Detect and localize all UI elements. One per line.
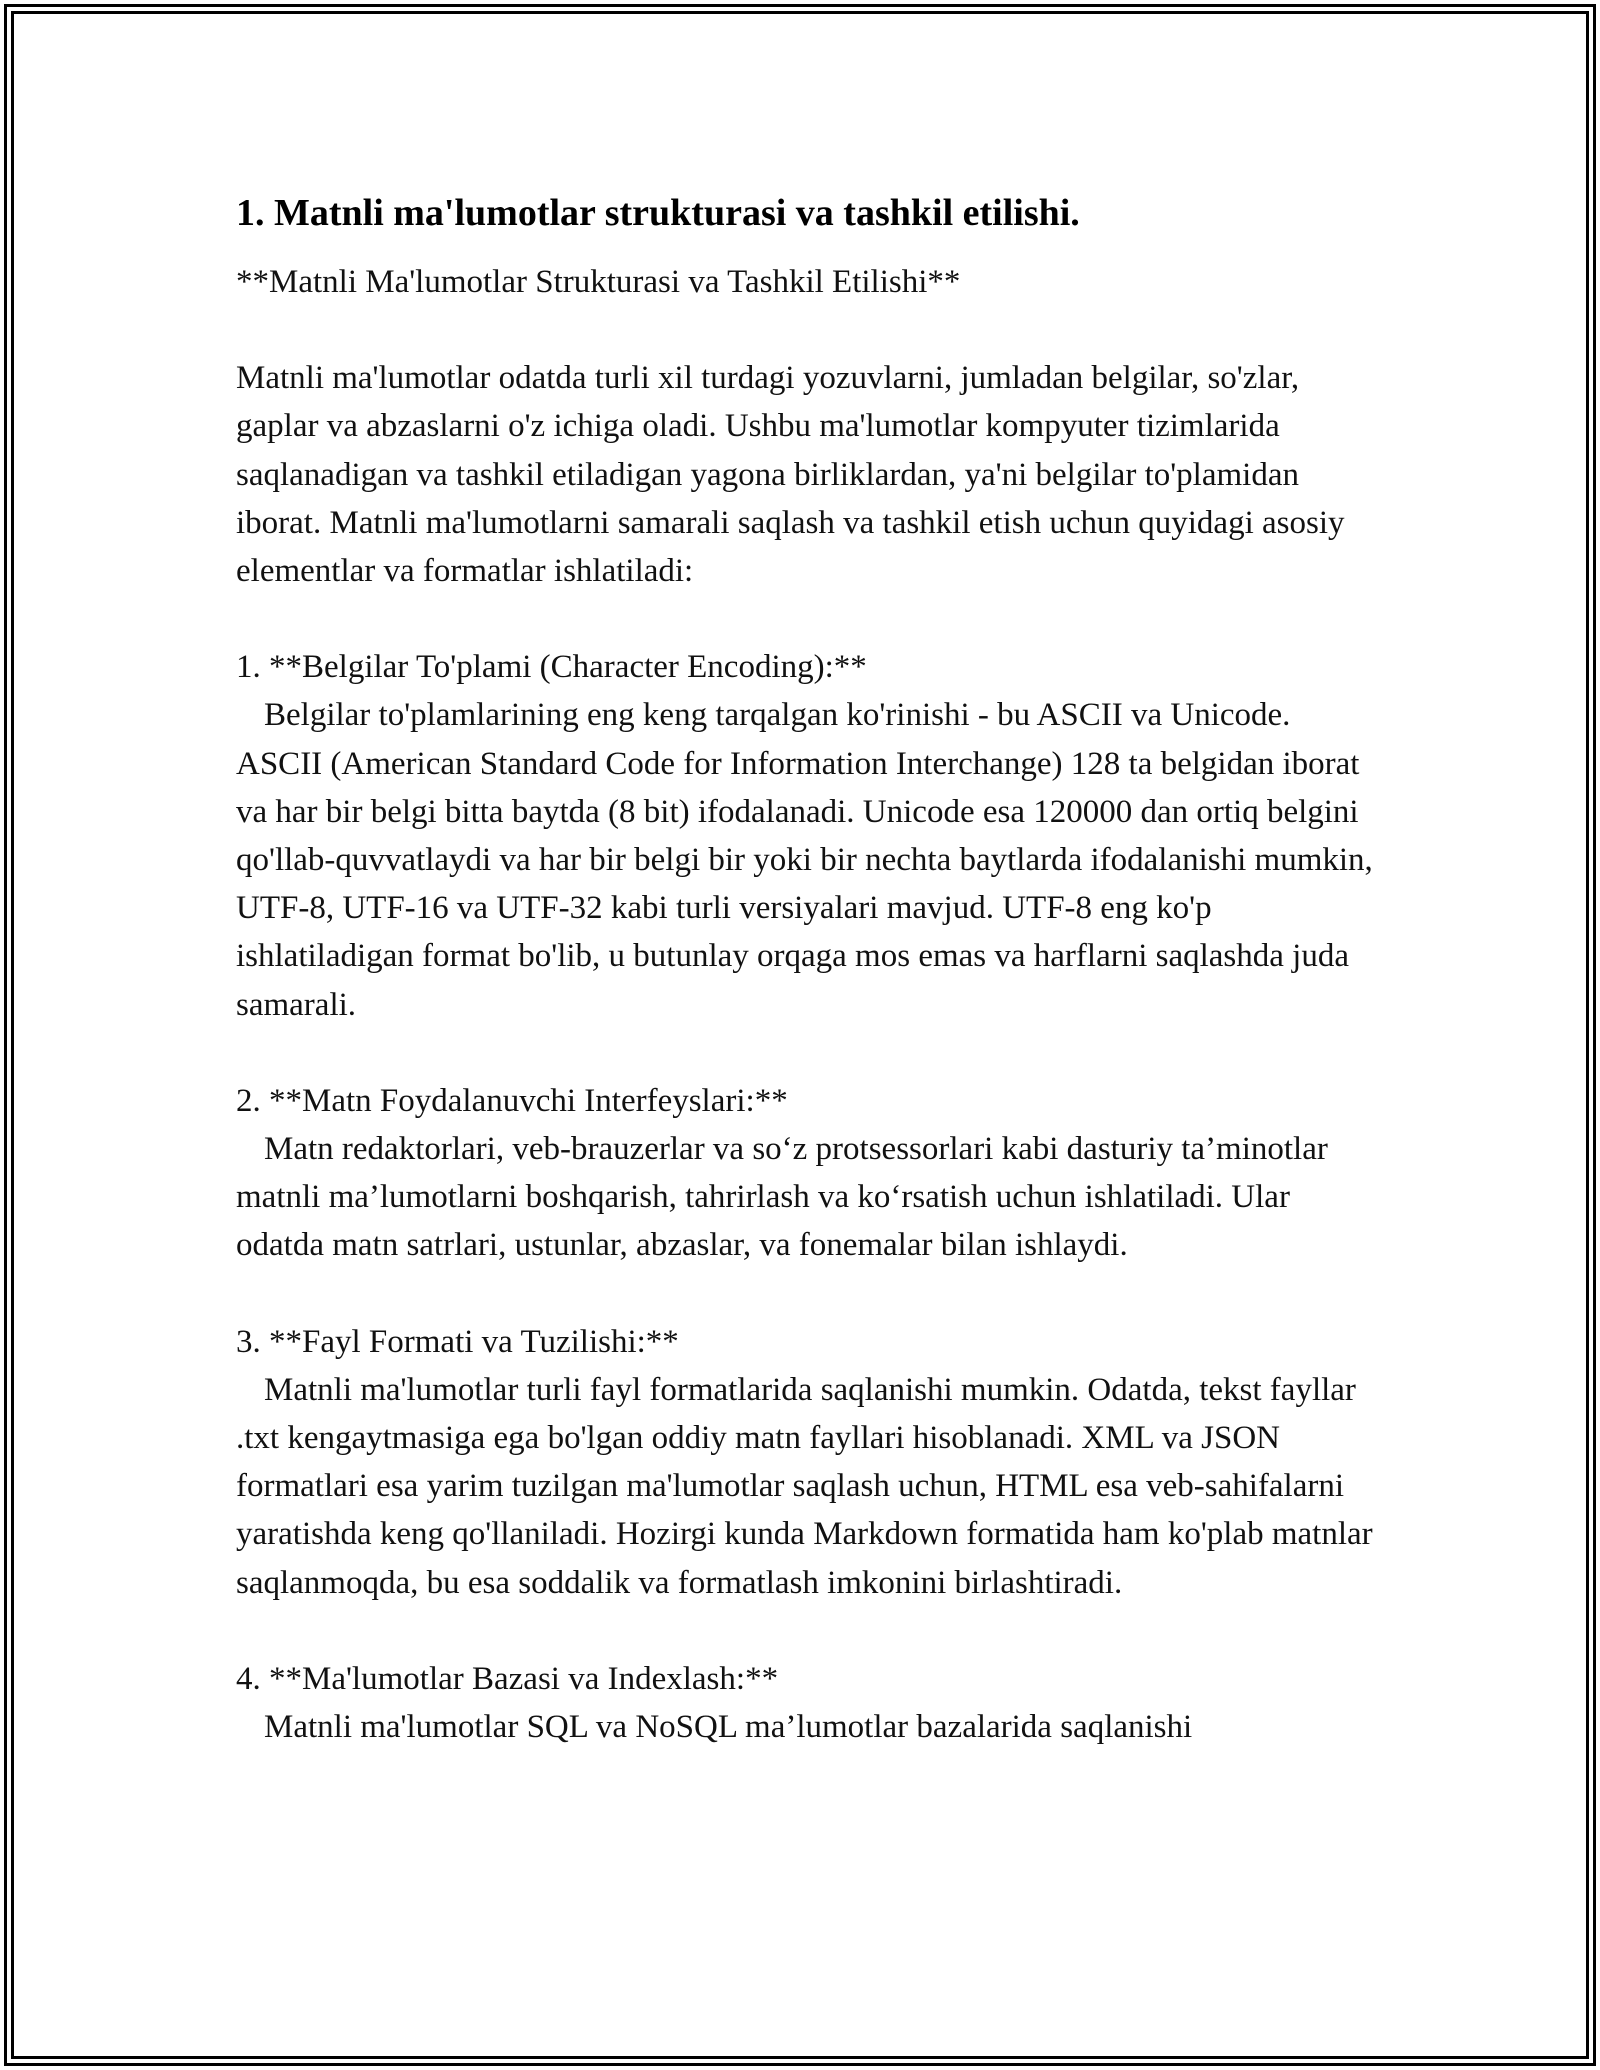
spacer	[236, 1029, 1376, 1077]
list-item-body: Matn redaktorlari, veb-brauzerlar va so‘z protsessorlari kabi dasturiy ta’minotlar matnli ma’lumotlarni boshqarish, tahrirlash va ko‘rsatish uchun ishlatiladi. Ular odatda matn satrlari, ustunlar, abzaslar, va fonemalar bilan ishlaydi.	[236, 1131, 1328, 1264]
list-item-body: Matnli ma'lumotlar turli fayl formatlarida saqlanishi mumkin. Odatda, tekst fayllar .txt kengaytmasiga ega bo'lgan oddiy matn fayllari hisoblanadi. XML va JSON formatlari esa yarim tuzilgan ma'lumotlar saqlash uchun, HTML esa veb-sahifalarni yaratishda keng qo'llaniladi. Hozirgi kunda Markdown formatida ham ko'plab matnlar saqlanmoqda, bu esa soddalik va formatlash imkonini birlashtiradi.	[236, 1371, 1373, 1601]
list-item	[236, 1655, 1376, 1751]
spacer	[236, 595, 1376, 643]
spacer	[236, 306, 1376, 354]
section-heading: 1. Matnli ma'lumotlar strukturasi va tashkil etilishi.	[236, 192, 1080, 234]
document-subtitle: **Matnli Ma'lumotlar Strukturasi va Tashkil Etilishi**	[236, 264, 961, 300]
spacer	[236, 1270, 1376, 1318]
list-item-title: 3. **Fayl Formati va Tuzilishi:**	[236, 1323, 679, 1360]
list-item-title: 4. **Ma'lumotlar Bazasi va Indexlash:**	[236, 1660, 779, 1697]
list-item-body: Matnli ma'lumotlar SQL va NoSQL ma’lumotlar bazalarida saqlanishi	[264, 1709, 1193, 1746]
list-item-title: 2. **Matn Foydalanuvchi Interfeyslari:**	[236, 1082, 788, 1119]
list-item-title: 1. **Belgilar To'plami (Character Encoding):**	[236, 649, 867, 686]
spacer	[236, 1607, 1376, 1655]
list-item	[236, 1318, 1376, 1607]
intro-paragraph: Matnli ma'lumotlar odatda turli xil turdagi yozuvlarni, jumladan belgilar, so'zlar, gaplar va abzaslarni o'z ichiga oladi. Ushbu ma'lumotlar kompyuter tizimlarida saqlanadigan va tashkil etiladigan yagona birliklardan, ya'ni belgilar to'plamidan iborat. Matnli ma'lumotlarni samarali saqlash va tashkil etish uchun quyidagi asosiy elementlar va formatlar ishlatiladi:	[236, 360, 1353, 590]
list-item	[236, 643, 1376, 1029]
document-content	[236, 180, 1376, 1751]
list-item-body: Belgilar to'plamlarining eng keng tarqalgan ko'rinishi - bu ASCII va Unicode. ASCII (American Standard Code for Information Interchange) 128 ta belgidan iborat va har bir belgi bitta baytda (8 bit) ifodalanadi. Unicode esa 120000 dan ortiq belgini qo'llab-quvvatlaydi va har bir belgi bir yoki bir nechta baytlarda ifodalanishi mumkin, UTF-8, UTF-16 va UTF-32 kabi turli versiyalari mavjud. UTF-8 eng ko'p ishlatiladigan format bo'lib, u butunlay orqaga mos emas va harflarni saqlashda juda samarali.	[236, 697, 1373, 1023]
list-item	[236, 1077, 1376, 1270]
